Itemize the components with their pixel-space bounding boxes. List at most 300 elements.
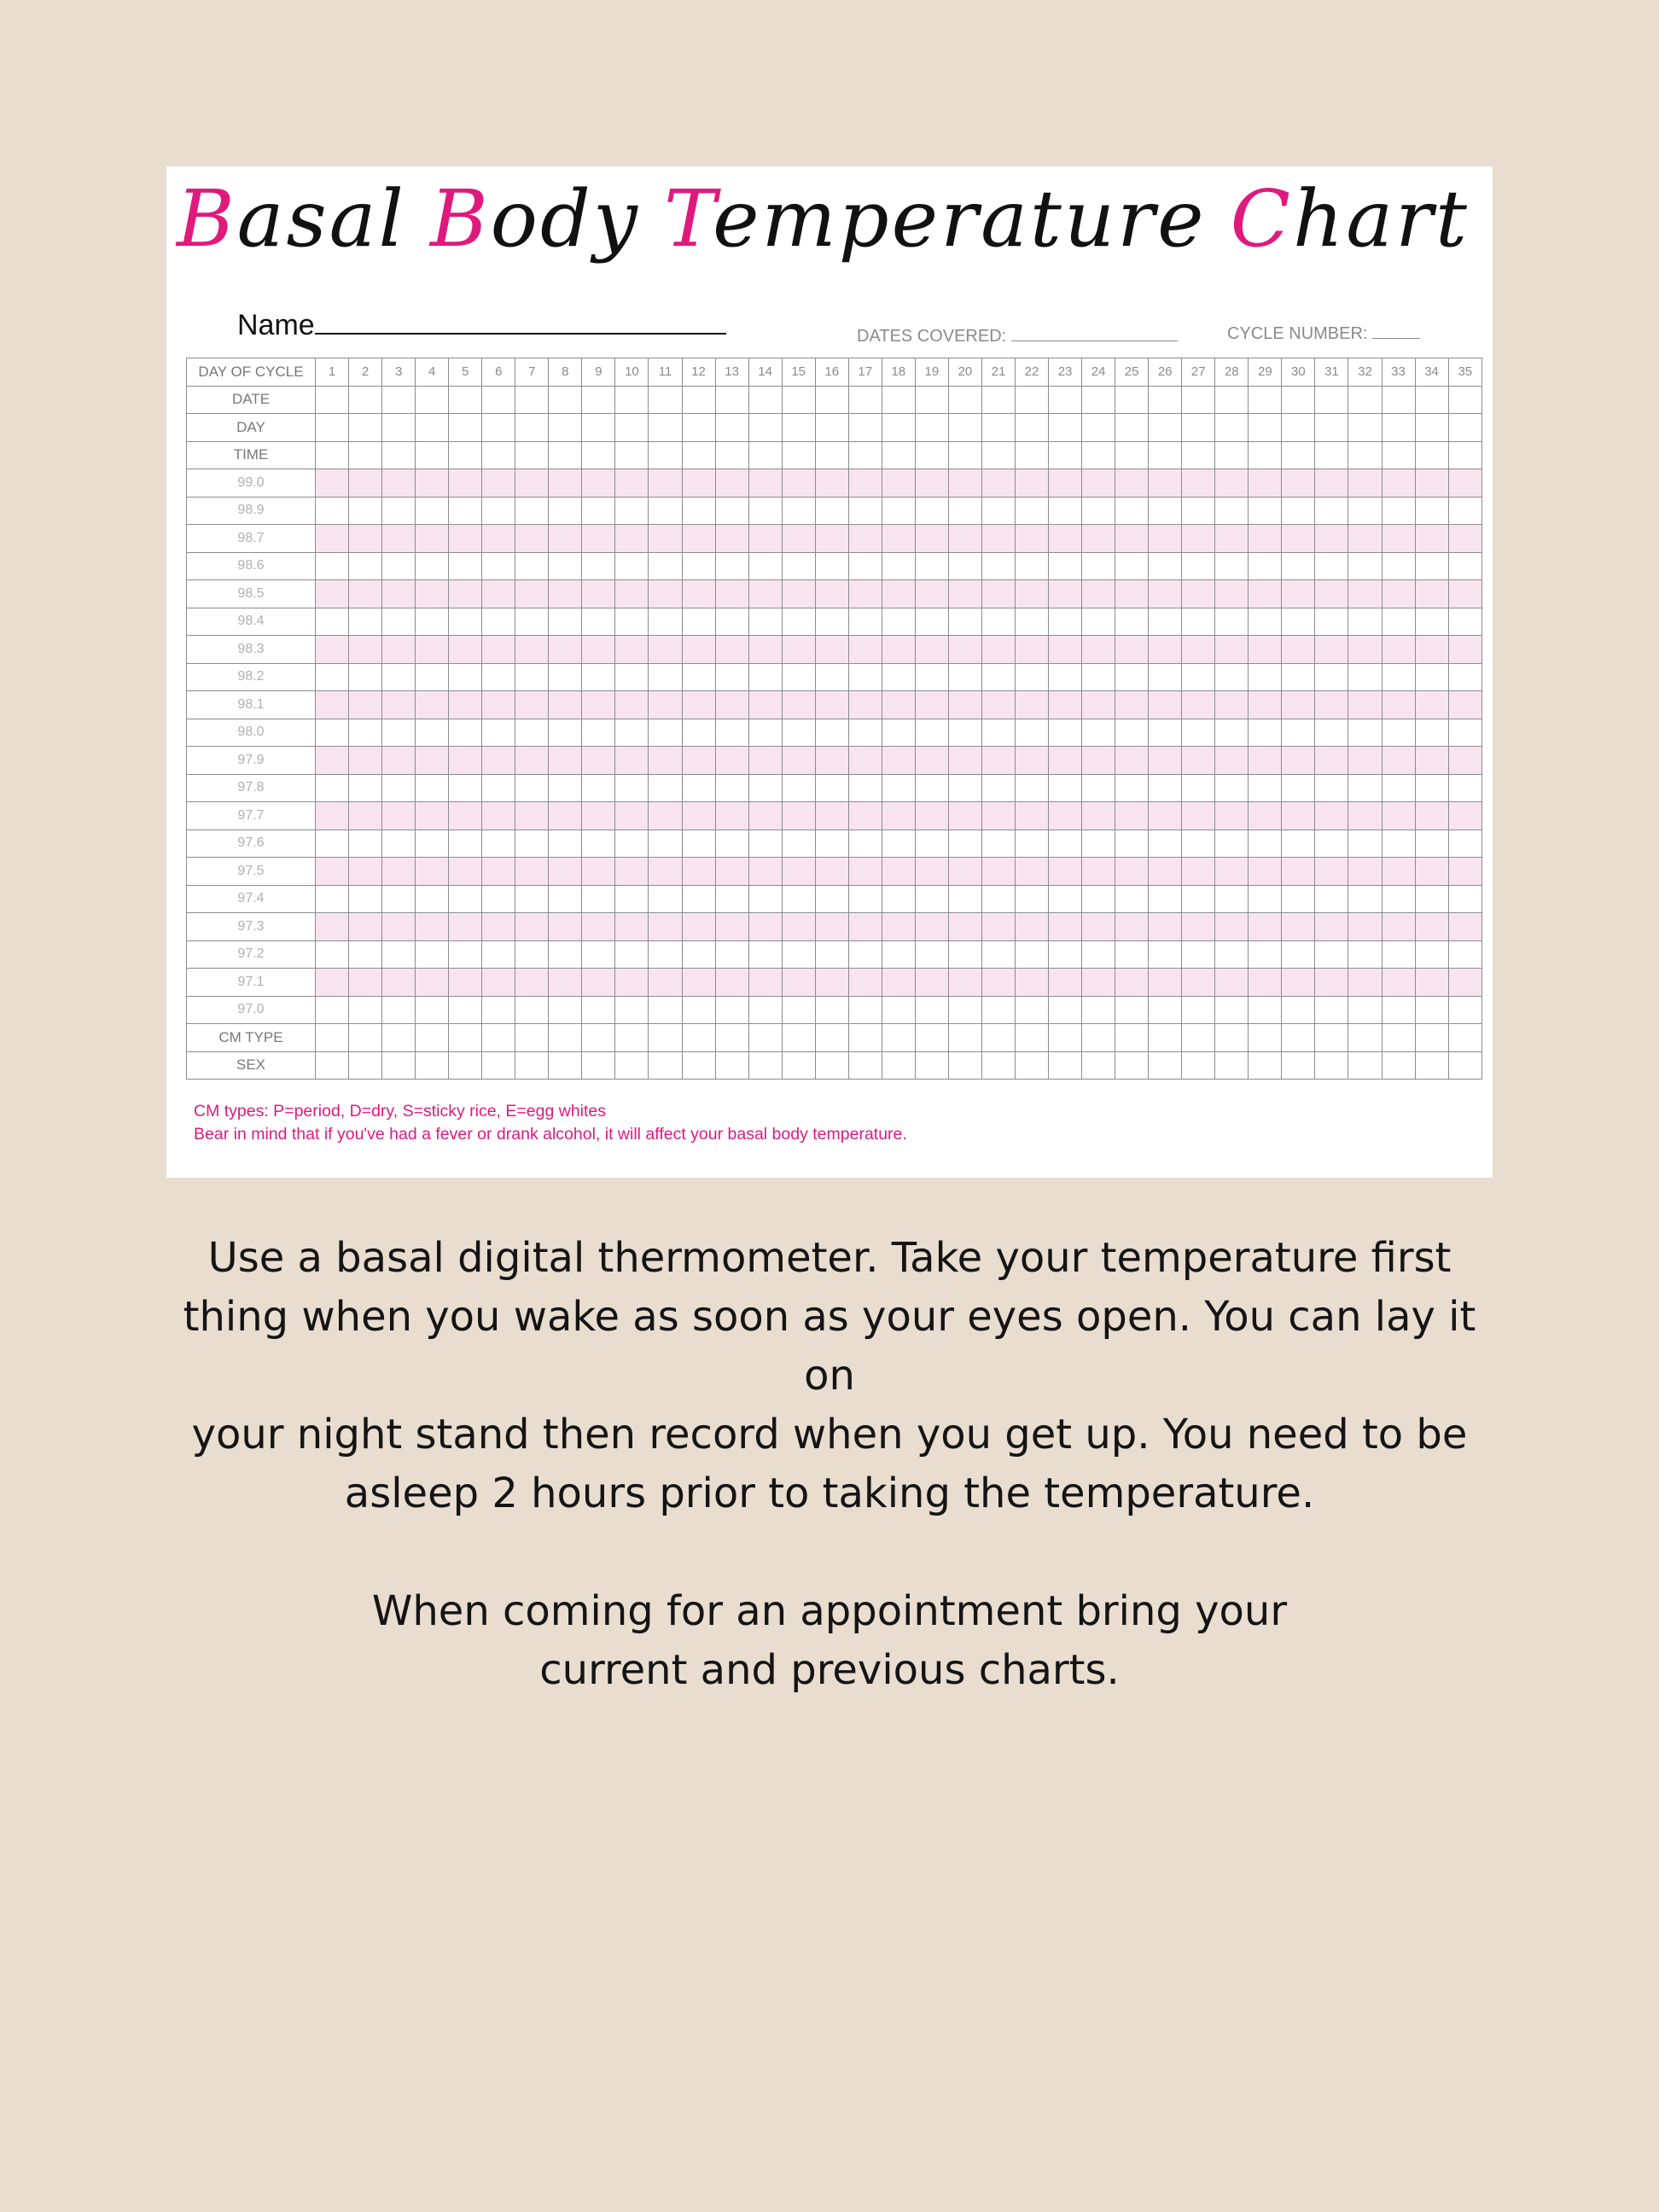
entry-cell[interactable] xyxy=(615,747,649,775)
entry-cell[interactable] xyxy=(848,580,882,608)
entry-cell[interactable] xyxy=(649,774,682,802)
entry-cell[interactable] xyxy=(1049,830,1082,858)
entry-cell[interactable] xyxy=(1182,663,1215,691)
entry-cell[interactable] xyxy=(649,552,682,580)
entry-cell[interactable] xyxy=(582,1051,615,1080)
entry-cell[interactable] xyxy=(316,386,349,414)
entry-cell[interactable] xyxy=(1215,386,1249,414)
entry-cell[interactable] xyxy=(815,525,848,553)
entry-cell[interactable] xyxy=(1115,747,1149,775)
entry-cell[interactable] xyxy=(382,414,416,442)
entry-cell[interactable] xyxy=(1149,747,1182,775)
entry-cell[interactable] xyxy=(349,525,382,553)
entry-cell[interactable] xyxy=(449,525,482,553)
entry-cell[interactable] xyxy=(1015,885,1048,913)
entry-cell[interactable] xyxy=(715,1051,748,1080)
entry-cell[interactable] xyxy=(682,414,715,442)
entry-cell[interactable] xyxy=(449,858,482,886)
entry-cell[interactable] xyxy=(1315,469,1348,498)
entry-cell[interactable] xyxy=(981,552,1015,580)
entry-cell[interactable] xyxy=(1282,608,1315,636)
entry-cell[interactable] xyxy=(948,552,981,580)
entry-cell[interactable] xyxy=(382,1024,416,1052)
entry-cell[interactable] xyxy=(316,969,349,997)
entry-cell[interactable] xyxy=(1182,691,1215,719)
entry-cell[interactable] xyxy=(915,1051,948,1080)
entry-cell[interactable] xyxy=(515,497,549,525)
entry-cell[interactable] xyxy=(682,830,715,858)
entry-cell[interactable] xyxy=(782,802,815,830)
entry-cell[interactable] xyxy=(482,996,515,1024)
entry-cell[interactable] xyxy=(1348,940,1382,969)
entry-cell[interactable] xyxy=(1215,858,1249,886)
entry-cell[interactable] xyxy=(449,774,482,802)
entry-cell[interactable] xyxy=(1015,386,1048,414)
entry-cell[interactable] xyxy=(1315,691,1348,719)
entry-cell[interactable] xyxy=(582,940,615,969)
entry-cell[interactable] xyxy=(1182,969,1215,997)
entry-cell[interactable] xyxy=(449,830,482,858)
entry-cell[interactable] xyxy=(1382,774,1415,802)
entry-cell[interactable] xyxy=(1382,913,1415,941)
entry-cell[interactable] xyxy=(482,525,515,553)
entry-cell[interactable] xyxy=(1249,747,1282,775)
entry-cell[interactable] xyxy=(1182,830,1215,858)
entry-cell[interactable] xyxy=(715,663,748,691)
entry-cell[interactable] xyxy=(815,608,848,636)
entry-cell[interactable] xyxy=(1382,1024,1415,1052)
entry-cell[interactable] xyxy=(682,691,715,719)
entry-cell[interactable] xyxy=(1415,525,1448,553)
entry-cell[interactable] xyxy=(1015,636,1048,664)
entry-cell[interactable] xyxy=(1282,747,1315,775)
entry-cell[interactable] xyxy=(1282,774,1315,802)
entry-cell[interactable] xyxy=(882,441,915,469)
entry-cell[interactable] xyxy=(449,580,482,608)
entry-cell[interactable] xyxy=(449,386,482,414)
entry-cell[interactable] xyxy=(416,719,449,747)
entry-cell[interactable] xyxy=(349,996,382,1024)
entry-cell[interactable] xyxy=(782,969,815,997)
entry-cell[interactable] xyxy=(1015,469,1048,498)
entry-cell[interactable] xyxy=(1348,802,1382,830)
entry-cell[interactable] xyxy=(1015,525,1048,553)
entry-cell[interactable] xyxy=(1249,969,1282,997)
entry-cell[interactable] xyxy=(882,913,915,941)
entry-cell[interactable] xyxy=(1382,663,1415,691)
entry-cell[interactable] xyxy=(915,525,948,553)
entry-cell[interactable] xyxy=(649,414,682,442)
entry-cell[interactable] xyxy=(316,441,349,469)
entry-cell[interactable] xyxy=(748,608,782,636)
entry-cell[interactable] xyxy=(1249,830,1282,858)
entry-cell[interactable] xyxy=(382,469,416,498)
entry-cell[interactable] xyxy=(682,885,715,913)
entry-cell[interactable] xyxy=(1015,414,1048,442)
entry-cell[interactable] xyxy=(316,747,349,775)
entry-cell[interactable] xyxy=(815,663,848,691)
entry-cell[interactable] xyxy=(1215,1051,1249,1080)
entry-cell[interactable] xyxy=(748,969,782,997)
entry-cell[interactable] xyxy=(1348,830,1382,858)
entry-cell[interactable] xyxy=(1249,802,1282,830)
entry-cell[interactable] xyxy=(316,858,349,886)
entry-cell[interactable] xyxy=(1082,940,1115,969)
entry-cell[interactable] xyxy=(1082,1024,1115,1052)
entry-cell[interactable] xyxy=(815,636,848,664)
entry-cell[interactable] xyxy=(1415,774,1448,802)
entry-cell[interactable] xyxy=(915,580,948,608)
entry-cell[interactable] xyxy=(582,663,615,691)
entry-cell[interactable] xyxy=(549,940,582,969)
entry-cell[interactable] xyxy=(615,552,649,580)
entry-cell[interactable] xyxy=(615,469,649,498)
entry-cell[interactable] xyxy=(882,802,915,830)
entry-cell[interactable] xyxy=(416,580,449,608)
entry-cell[interactable] xyxy=(549,636,582,664)
entry-cell[interactable] xyxy=(515,913,549,941)
entry-cell[interactable] xyxy=(948,636,981,664)
entry-cell[interactable] xyxy=(715,996,748,1024)
entry-cell[interactable] xyxy=(1382,1051,1415,1080)
entry-cell[interactable] xyxy=(1115,414,1149,442)
entry-cell[interactable] xyxy=(1315,885,1348,913)
entry-cell[interactable] xyxy=(782,497,815,525)
entry-cell[interactable] xyxy=(848,940,882,969)
entry-cell[interactable] xyxy=(515,719,549,747)
entry-cell[interactable] xyxy=(649,608,682,636)
entry-cell[interactable] xyxy=(349,747,382,775)
entry-cell[interactable] xyxy=(1215,774,1249,802)
entry-cell[interactable] xyxy=(948,386,981,414)
entry-cell[interactable] xyxy=(1382,858,1415,886)
entry-cell[interactable] xyxy=(649,747,682,775)
entry-cell[interactable] xyxy=(615,386,649,414)
entry-cell[interactable] xyxy=(582,885,615,913)
entry-cell[interactable] xyxy=(649,636,682,664)
entry-cell[interactable] xyxy=(1115,802,1149,830)
entry-cell[interactable] xyxy=(915,386,948,414)
entry-cell[interactable] xyxy=(981,940,1015,969)
entry-cell[interactable] xyxy=(515,663,549,691)
entry-cell[interactable] xyxy=(981,830,1015,858)
entry-cell[interactable] xyxy=(848,858,882,886)
entry-cell[interactable] xyxy=(549,969,582,997)
entry-cell[interactable] xyxy=(1082,858,1115,886)
entry-cell[interactable] xyxy=(848,525,882,553)
entry-cell[interactable] xyxy=(1448,386,1481,414)
entry-cell[interactable] xyxy=(1282,441,1315,469)
entry-cell[interactable] xyxy=(1382,940,1415,969)
entry-cell[interactable] xyxy=(1115,913,1149,941)
entry-cell[interactable] xyxy=(615,608,649,636)
entry-cell[interactable] xyxy=(349,885,382,913)
entry-cell[interactable] xyxy=(549,608,582,636)
entry-cell[interactable] xyxy=(815,552,848,580)
entry-cell[interactable] xyxy=(1249,663,1282,691)
entry-cell[interactable] xyxy=(715,969,748,997)
entry-cell[interactable] xyxy=(882,885,915,913)
entry-cell[interactable] xyxy=(1249,719,1282,747)
entry-cell[interactable] xyxy=(449,691,482,719)
entry-cell[interactable] xyxy=(1282,525,1315,553)
entry-cell[interactable] xyxy=(1015,441,1048,469)
entry-cell[interactable] xyxy=(915,913,948,941)
entry-cell[interactable] xyxy=(1282,858,1315,886)
entry-cell[interactable] xyxy=(1082,802,1115,830)
entry-cell[interactable] xyxy=(482,940,515,969)
entry-cell[interactable] xyxy=(449,747,482,775)
entry-cell[interactable] xyxy=(748,525,782,553)
entry-cell[interactable] xyxy=(649,885,682,913)
entry-cell[interactable] xyxy=(981,441,1015,469)
entry-cell[interactable] xyxy=(349,913,382,941)
entry-cell[interactable] xyxy=(848,691,882,719)
entry-cell[interactable] xyxy=(1015,747,1048,775)
entry-cell[interactable] xyxy=(1215,747,1249,775)
entry-cell[interactable] xyxy=(1015,663,1048,691)
entry-cell[interactable] xyxy=(515,441,549,469)
entry-cell[interactable] xyxy=(1049,719,1082,747)
entry-cell[interactable] xyxy=(449,497,482,525)
entry-cell[interactable] xyxy=(1448,441,1481,469)
entry-cell[interactable] xyxy=(416,996,449,1024)
entry-cell[interactable] xyxy=(515,580,549,608)
entry-cell[interactable] xyxy=(748,885,782,913)
entry-cell[interactable] xyxy=(582,996,615,1024)
entry-cell[interactable] xyxy=(449,552,482,580)
entry-cell[interactable] xyxy=(649,940,682,969)
entry-cell[interactable] xyxy=(915,691,948,719)
entry-cell[interactable] xyxy=(1215,885,1249,913)
entry-cell[interactable] xyxy=(981,1051,1015,1080)
entry-cell[interactable] xyxy=(482,441,515,469)
entry-cell[interactable] xyxy=(1415,969,1448,997)
entry-cell[interactable] xyxy=(1215,940,1249,969)
entry-cell[interactable] xyxy=(815,441,848,469)
entry-cell[interactable] xyxy=(948,691,981,719)
entry-cell[interactable] xyxy=(948,525,981,553)
entry-cell[interactable] xyxy=(1249,441,1282,469)
name-field[interactable] xyxy=(237,307,726,342)
entry-cell[interactable] xyxy=(915,774,948,802)
entry-cell[interactable] xyxy=(1249,774,1282,802)
entry-cell[interactable] xyxy=(715,913,748,941)
entry-cell[interactable] xyxy=(382,913,416,941)
entry-cell[interactable] xyxy=(382,858,416,886)
entry-cell[interactable] xyxy=(649,441,682,469)
entry-cell[interactable] xyxy=(1382,525,1415,553)
entry-cell[interactable] xyxy=(848,996,882,1024)
entry-cell[interactable] xyxy=(416,663,449,691)
entry-cell[interactable] xyxy=(1215,497,1249,525)
entry-cell[interactable] xyxy=(882,497,915,525)
entry-cell[interactable] xyxy=(1149,996,1182,1024)
entry-cell[interactable] xyxy=(682,940,715,969)
entry-cell[interactable] xyxy=(682,1024,715,1052)
entry-cell[interactable] xyxy=(882,940,915,969)
entry-cell[interactable] xyxy=(582,608,615,636)
entry-cell[interactable] xyxy=(1115,1051,1149,1080)
entry-cell[interactable] xyxy=(582,580,615,608)
entry-cell[interactable] xyxy=(1082,996,1115,1024)
entry-cell[interactable] xyxy=(981,913,1015,941)
entry-cell[interactable] xyxy=(316,802,349,830)
entry-cell[interactable] xyxy=(515,969,549,997)
entry-cell[interactable] xyxy=(1448,969,1481,997)
entry-cell[interactable] xyxy=(382,441,416,469)
entry-cell[interactable] xyxy=(1015,552,1048,580)
entry-cell[interactable] xyxy=(1149,913,1182,941)
entry-cell[interactable] xyxy=(449,719,482,747)
entry-cell[interactable] xyxy=(1315,913,1348,941)
entry-cell[interactable] xyxy=(1149,691,1182,719)
entry-cell[interactable] xyxy=(1182,940,1215,969)
entry-cell[interactable] xyxy=(915,996,948,1024)
entry-cell[interactable] xyxy=(1049,996,1082,1024)
entry-cell[interactable] xyxy=(782,608,815,636)
entry-cell[interactable] xyxy=(748,580,782,608)
entry-cell[interactable] xyxy=(981,497,1015,525)
entry-cell[interactable] xyxy=(848,386,882,414)
entry-cell[interactable] xyxy=(1382,497,1415,525)
entry-cell[interactable] xyxy=(649,830,682,858)
entry-cell[interactable] xyxy=(1115,996,1149,1024)
entry-cell[interactable] xyxy=(1149,386,1182,414)
entry-cell[interactable] xyxy=(1249,386,1282,414)
entry-cell[interactable] xyxy=(948,719,981,747)
entry-cell[interactable] xyxy=(1348,414,1382,442)
entry-cell[interactable] xyxy=(848,552,882,580)
entry-cell[interactable] xyxy=(1415,940,1448,969)
entry-cell[interactable] xyxy=(316,719,349,747)
entry-cell[interactable] xyxy=(682,996,715,1024)
entry-cell[interactable] xyxy=(1049,441,1082,469)
entry-cell[interactable] xyxy=(382,608,416,636)
entry-cell[interactable] xyxy=(1282,940,1315,969)
entry-cell[interactable] xyxy=(1415,691,1448,719)
entry-cell[interactable] xyxy=(316,525,349,553)
entry-cell[interactable] xyxy=(782,1024,815,1052)
entry-cell[interactable] xyxy=(1115,663,1149,691)
entry-cell[interactable] xyxy=(482,747,515,775)
entry-cell[interactable] xyxy=(1415,858,1448,886)
entry-cell[interactable] xyxy=(649,663,682,691)
entry-cell[interactable] xyxy=(482,1051,515,1080)
entry-cell[interactable] xyxy=(848,802,882,830)
entry-cell[interactable] xyxy=(582,691,615,719)
entry-cell[interactable] xyxy=(981,719,1015,747)
entry-cell[interactable] xyxy=(482,580,515,608)
entry-cell[interactable] xyxy=(948,830,981,858)
entry-cell[interactable] xyxy=(1282,580,1315,608)
entry-cell[interactable] xyxy=(1348,580,1382,608)
entry-cell[interactable] xyxy=(748,858,782,886)
entry-cell[interactable] xyxy=(1448,663,1481,691)
entry-cell[interactable] xyxy=(1348,858,1382,886)
entry-cell[interactable] xyxy=(382,386,416,414)
entry-cell[interactable] xyxy=(748,663,782,691)
entry-cell[interactable] xyxy=(1115,580,1149,608)
entry-cell[interactable] xyxy=(1182,469,1215,498)
entry-cell[interactable] xyxy=(748,802,782,830)
entry-cell[interactable] xyxy=(649,858,682,886)
entry-cell[interactable] xyxy=(449,802,482,830)
entry-cell[interactable] xyxy=(882,996,915,1024)
entry-cell[interactable] xyxy=(1415,441,1448,469)
entry-cell[interactable] xyxy=(1382,552,1415,580)
entry-cell[interactable] xyxy=(948,996,981,1024)
entry-cell[interactable] xyxy=(1049,1051,1082,1080)
entry-cell[interactable] xyxy=(349,663,382,691)
entry-cell[interactable] xyxy=(1382,441,1415,469)
entry-cell[interactable] xyxy=(1249,913,1282,941)
entry-cell[interactable] xyxy=(1115,1024,1149,1052)
entry-cell[interactable] xyxy=(1215,636,1249,664)
entry-cell[interactable] xyxy=(882,858,915,886)
entry-cell[interactable] xyxy=(1348,663,1382,691)
entry-cell[interactable] xyxy=(1282,996,1315,1024)
entry-cell[interactable] xyxy=(482,386,515,414)
entry-cell[interactable] xyxy=(882,636,915,664)
entry-cell[interactable] xyxy=(1348,525,1382,553)
entry-cell[interactable] xyxy=(1249,580,1282,608)
entry-cell[interactable] xyxy=(1348,774,1382,802)
entry-cell[interactable] xyxy=(882,608,915,636)
entry-cell[interactable] xyxy=(515,802,549,830)
entry-cell[interactable] xyxy=(1049,386,1082,414)
entry-cell[interactable] xyxy=(1149,719,1182,747)
entry-cell[interactable] xyxy=(715,885,748,913)
entry-cell[interactable] xyxy=(782,636,815,664)
entry-cell[interactable] xyxy=(1315,719,1348,747)
entry-cell[interactable] xyxy=(848,1024,882,1052)
entry-cell[interactable] xyxy=(482,1024,515,1052)
entry-cell[interactable] xyxy=(549,414,582,442)
entry-cell[interactable] xyxy=(715,580,748,608)
entry-cell[interactable] xyxy=(815,747,848,775)
entry-cell[interactable] xyxy=(1015,608,1048,636)
entry-cell[interactable] xyxy=(615,940,649,969)
entry-cell[interactable] xyxy=(782,719,815,747)
entry-cell[interactable] xyxy=(815,414,848,442)
entry-cell[interactable] xyxy=(1082,580,1115,608)
entry-cell[interactable] xyxy=(382,525,416,553)
entry-cell[interactable] xyxy=(1149,525,1182,553)
entry-cell[interactable] xyxy=(682,774,715,802)
entry-cell[interactable] xyxy=(382,497,416,525)
entry-cell[interactable] xyxy=(1149,636,1182,664)
entry-cell[interactable] xyxy=(515,414,549,442)
entry-cell[interactable] xyxy=(1315,386,1348,414)
entry-cell[interactable] xyxy=(1115,691,1149,719)
entry-cell[interactable] xyxy=(682,441,715,469)
entry-cell[interactable] xyxy=(915,940,948,969)
entry-cell[interactable] xyxy=(649,1024,682,1052)
entry-cell[interactable] xyxy=(416,636,449,664)
entry-cell[interactable] xyxy=(582,441,615,469)
entry-cell[interactable] xyxy=(1182,414,1215,442)
entry-cell[interactable] xyxy=(316,691,349,719)
entry-cell[interactable] xyxy=(1115,885,1149,913)
entry-cell[interactable] xyxy=(981,580,1015,608)
entry-cell[interactable] xyxy=(1115,830,1149,858)
entry-cell[interactable] xyxy=(1448,940,1481,969)
entry-cell[interactable] xyxy=(1182,996,1215,1024)
entry-cell[interactable] xyxy=(1348,913,1382,941)
entry-cell[interactable] xyxy=(515,996,549,1024)
entry-cell[interactable] xyxy=(882,580,915,608)
